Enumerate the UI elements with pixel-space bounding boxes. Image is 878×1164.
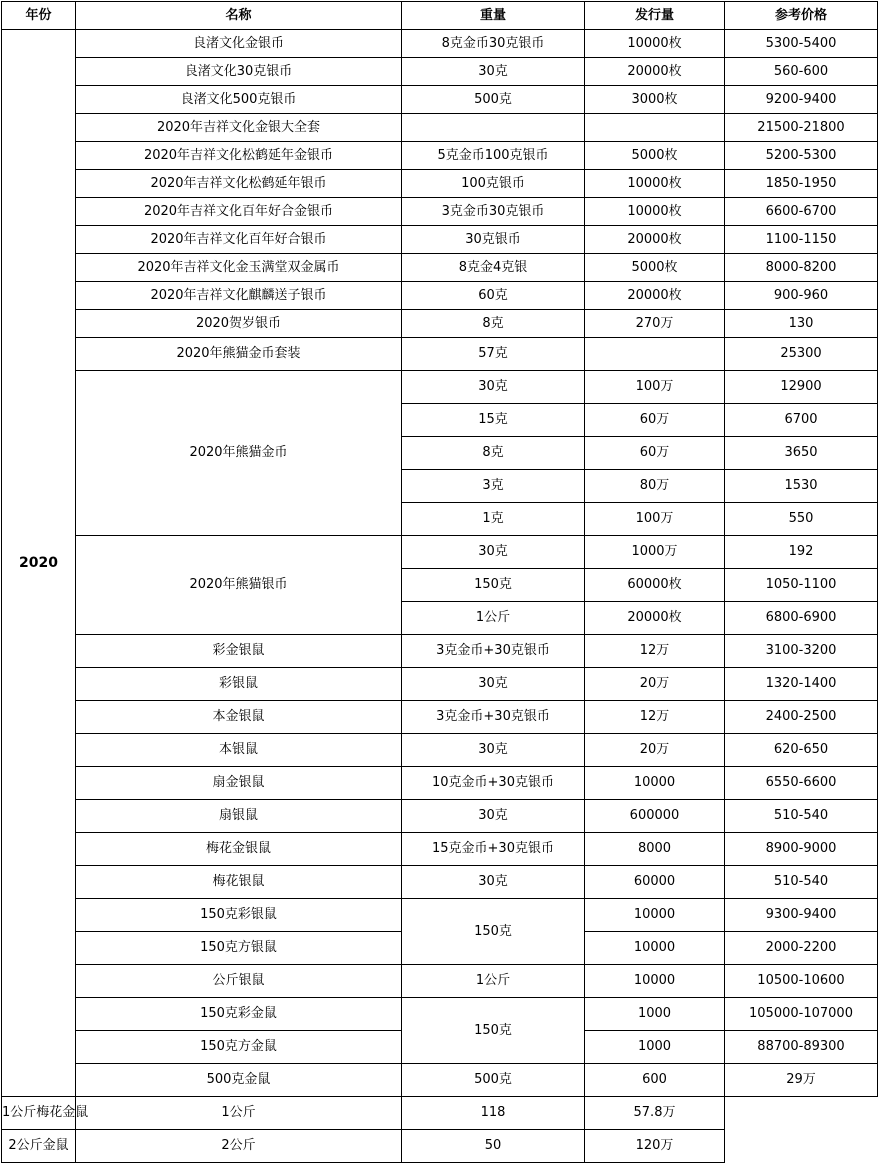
coin-name: 2020年吉祥文化百年好合金银币 — [76, 198, 402, 226]
coin-price: 120万 — [585, 1130, 725, 1163]
coin-price: 620-650 — [725, 734, 878, 767]
coin-name: 2020年吉祥文化百年好合银币 — [76, 226, 402, 254]
coin-mintage: 60万 — [585, 404, 725, 437]
table-row — [2, 1064, 878, 1097]
coin-weight: 1公斤 — [76, 1097, 402, 1130]
coin-weight: 15克 — [402, 404, 585, 437]
coin-weight: 10克金币+30克银币 — [402, 767, 585, 800]
coin-weight: 1公斤 — [402, 602, 585, 635]
coin-weight: 8克金4克银 — [402, 254, 585, 282]
coin-name: 梅花金银鼠 — [76, 833, 402, 866]
coin-name: 本银鼠 — [76, 734, 402, 767]
table-row — [2, 371, 878, 404]
coin-name: 公斤银鼠 — [76, 965, 402, 998]
coin-name: 彩银鼠 — [76, 668, 402, 701]
header-name: 名称 — [76, 2, 402, 30]
table-row — [2, 833, 878, 866]
coin-weight: 500克 — [402, 1064, 585, 1097]
table-row — [2, 734, 878, 767]
coin-weight: 30克 — [402, 734, 585, 767]
coin-price: 57.8万 — [585, 1097, 725, 1130]
coin-name: 彩金银鼠 — [76, 635, 402, 668]
coin-price: 1530 — [725, 470, 878, 503]
coin-price: 6800-6900 — [725, 602, 878, 635]
coin-price: 25300 — [725, 338, 878, 371]
coin-price: 510-540 — [725, 800, 878, 833]
coin-name: 2020年吉祥文化麒麟送子银币 — [76, 282, 402, 310]
coin-weight: 57克 — [402, 338, 585, 371]
coin-weight: 30克 — [402, 800, 585, 833]
coin-mintage: 100万 — [585, 503, 725, 536]
coin-price: 105000-107000 — [725, 998, 878, 1031]
coin-weight: 30克银币 — [402, 226, 585, 254]
coin-name: 良渚文化金银币 — [76, 30, 402, 58]
coin-mintage: 20000枚 — [585, 602, 725, 635]
table-row — [2, 998, 878, 1031]
table-row — [2, 536, 878, 569]
table-row — [2, 866, 878, 899]
coin-price: 9300-9400 — [725, 899, 878, 932]
table-row — [2, 142, 878, 170]
coin-weight: 1公斤 — [402, 965, 585, 998]
coin-name: 良渚文化30克银币 — [76, 58, 402, 86]
coin-name: 150克方银鼠 — [76, 932, 402, 965]
coin-mintage: 12万 — [585, 635, 725, 668]
coin-mintage: 10000枚 — [585, 170, 725, 198]
coin-mintage: 10000 — [585, 932, 725, 965]
coin-mintage: 3000枚 — [585, 86, 725, 114]
table-row — [2, 338, 878, 371]
coin-mintage: 20000枚 — [585, 282, 725, 310]
coin-mintage: 1000 — [585, 998, 725, 1031]
year-cell: 2020 — [2, 30, 76, 1097]
table-row — [2, 701, 878, 734]
table-row — [2, 635, 878, 668]
coin-mintage: 1000 — [585, 1031, 725, 1064]
coin-mintage: 100万 — [585, 371, 725, 404]
coin-price-table — [1, 1, 878, 1163]
coin-name: 2公斤金鼠 — [2, 1130, 76, 1163]
coin-mintage: 270万 — [585, 310, 725, 338]
coin-mintage: 20000枚 — [585, 58, 725, 86]
coin-price: 2400-2500 — [725, 701, 878, 734]
coin-mintage: 60000枚 — [585, 569, 725, 602]
coin-price: 510-540 — [725, 866, 878, 899]
coin-price: 88700-89300 — [725, 1031, 878, 1064]
coin-price: 8000-8200 — [725, 254, 878, 282]
coin-mintage: 60万 — [585, 437, 725, 470]
coin-name: 2020年熊猫银币 — [76, 536, 402, 635]
coin-mintage: 1000万 — [585, 536, 725, 569]
header-mintage: 发行量 — [585, 2, 725, 30]
coin-price: 6700 — [725, 404, 878, 437]
coin-mintage: 10000枚 — [585, 198, 725, 226]
coin-name: 2020年吉祥文化金银大全套 — [76, 114, 402, 142]
coin-weight: 3克金币+30克银币 — [402, 701, 585, 734]
coin-weight: 500克 — [402, 86, 585, 114]
coin-mintage: 5000枚 — [585, 254, 725, 282]
coin-weight: 30克 — [402, 866, 585, 899]
table-row — [2, 965, 878, 998]
coin-weight: 30克 — [402, 371, 585, 404]
coin-mintage: 600000 — [585, 800, 725, 833]
table-row — [2, 1130, 878, 1163]
coin-weight: 2公斤 — [76, 1130, 402, 1163]
coin-weight: 100克银币 — [402, 170, 585, 198]
coin-name: 150克彩银鼠 — [76, 899, 402, 932]
table-row — [2, 58, 878, 86]
coin-weight: 60克 — [402, 282, 585, 310]
coin-mintage — [585, 114, 725, 142]
coin-price: 192 — [725, 536, 878, 569]
table-row — [2, 170, 878, 198]
coin-weight: 30克 — [402, 536, 585, 569]
coin-mintage: 10000 — [585, 965, 725, 998]
coin-weight: 3克金币30克银币 — [402, 198, 585, 226]
coin-price: 550 — [725, 503, 878, 536]
coin-name: 500克金鼠 — [76, 1064, 402, 1097]
coin-weight: 150克 — [402, 899, 585, 965]
coin-price: 9200-9400 — [725, 86, 878, 114]
table-row — [2, 800, 878, 833]
table-row — [2, 1097, 878, 1130]
coin-weight: 3克金币+30克银币 — [402, 635, 585, 668]
coin-mintage: 10000枚 — [585, 30, 725, 58]
table-row — [2, 767, 878, 800]
coin-weight: 150克 — [402, 569, 585, 602]
table-row — [2, 668, 878, 701]
coin-price: 560-600 — [725, 58, 878, 86]
coin-name: 2020年熊猫金币套装 — [76, 338, 402, 371]
coin-price: 6600-6700 — [725, 198, 878, 226]
coin-mintage: 118 — [402, 1097, 585, 1130]
coin-name: 150克方金鼠 — [76, 1031, 402, 1064]
table-row — [2, 899, 878, 932]
coin-mintage: 60000 — [585, 866, 725, 899]
coin-mintage: 10000 — [585, 899, 725, 932]
header-weight: 重量 — [402, 2, 585, 30]
coin-price: 21500-21800 — [725, 114, 878, 142]
coin-mintage: 80万 — [585, 470, 725, 503]
coin-price: 2000-2200 — [725, 932, 878, 965]
coin-weight: 150克 — [402, 998, 585, 1064]
coin-name: 梅花银鼠 — [76, 866, 402, 899]
coin-price: 12900 — [725, 371, 878, 404]
coin-price: 5300-5400 — [725, 30, 878, 58]
coin-name: 良渚文化500克银币 — [76, 86, 402, 114]
coin-price: 3650 — [725, 437, 878, 470]
coin-name: 2020年吉祥文化松鹤延年银币 — [76, 170, 402, 198]
coin-mintage: 50 — [402, 1130, 585, 1163]
table-row — [2, 198, 878, 226]
coin-weight — [402, 114, 585, 142]
coin-price: 29万 — [725, 1064, 878, 1097]
coin-price: 6550-6600 — [725, 767, 878, 800]
coin-weight: 15克金币+30克银币 — [402, 833, 585, 866]
coin-name: 扇金银鼠 — [76, 767, 402, 800]
coin-weight: 30克 — [402, 668, 585, 701]
coin-weight: 3克 — [402, 470, 585, 503]
coin-price: 1050-1100 — [725, 569, 878, 602]
coin-weight: 8克金币30克银币 — [402, 30, 585, 58]
coin-mintage: 12万 — [585, 701, 725, 734]
coin-price: 1850-1950 — [725, 170, 878, 198]
coin-mintage: 5000枚 — [585, 142, 725, 170]
table-row — [2, 310, 878, 338]
coin-name: 本金银鼠 — [76, 701, 402, 734]
coin-price: 1100-1150 — [725, 226, 878, 254]
table-row — [2, 114, 878, 142]
table-row — [2, 254, 878, 282]
coin-price: 1320-1400 — [725, 668, 878, 701]
coin-name: 1公斤梅花金鼠 — [2, 1097, 76, 1130]
coin-weight: 5克金币100克银币 — [402, 142, 585, 170]
table-row — [2, 226, 878, 254]
coin-mintage: 8000 — [585, 833, 725, 866]
coin-name: 2020年熊猫金币 — [76, 371, 402, 536]
coin-price: 5200-5300 — [725, 142, 878, 170]
header-year: 年份 — [2, 2, 76, 30]
coin-name: 扇银鼠 — [76, 800, 402, 833]
coin-weight: 8克 — [402, 310, 585, 338]
coin-weight: 1克 — [402, 503, 585, 536]
coin-price: 10500-10600 — [725, 965, 878, 998]
header-price: 参考价格 — [725, 2, 878, 30]
coin-mintage: 20万 — [585, 734, 725, 767]
coin-mintage: 600 — [585, 1064, 725, 1097]
coin-weight: 30克 — [402, 58, 585, 86]
coin-price: 900-960 — [725, 282, 878, 310]
coin-price: 130 — [725, 310, 878, 338]
coin-mintage — [585, 338, 725, 371]
coin-mintage: 10000 — [585, 767, 725, 800]
header-row — [2, 2, 878, 30]
coin-price: 3100-3200 — [725, 635, 878, 668]
coin-name: 150克彩金鼠 — [76, 998, 402, 1031]
table-row — [2, 282, 878, 310]
table-row — [2, 86, 878, 114]
coin-price: 8900-9000 — [725, 833, 878, 866]
coin-mintage: 20000枚 — [585, 226, 725, 254]
coin-mintage: 20万 — [585, 668, 725, 701]
coin-name: 2020贺岁银币 — [76, 310, 402, 338]
coin-name: 2020年吉祥文化金玉满堂双金属币 — [76, 254, 402, 282]
table-row — [2, 30, 878, 58]
coin-weight: 8克 — [402, 437, 585, 470]
coin-name: 2020年吉祥文化松鹤延年金银币 — [76, 142, 402, 170]
